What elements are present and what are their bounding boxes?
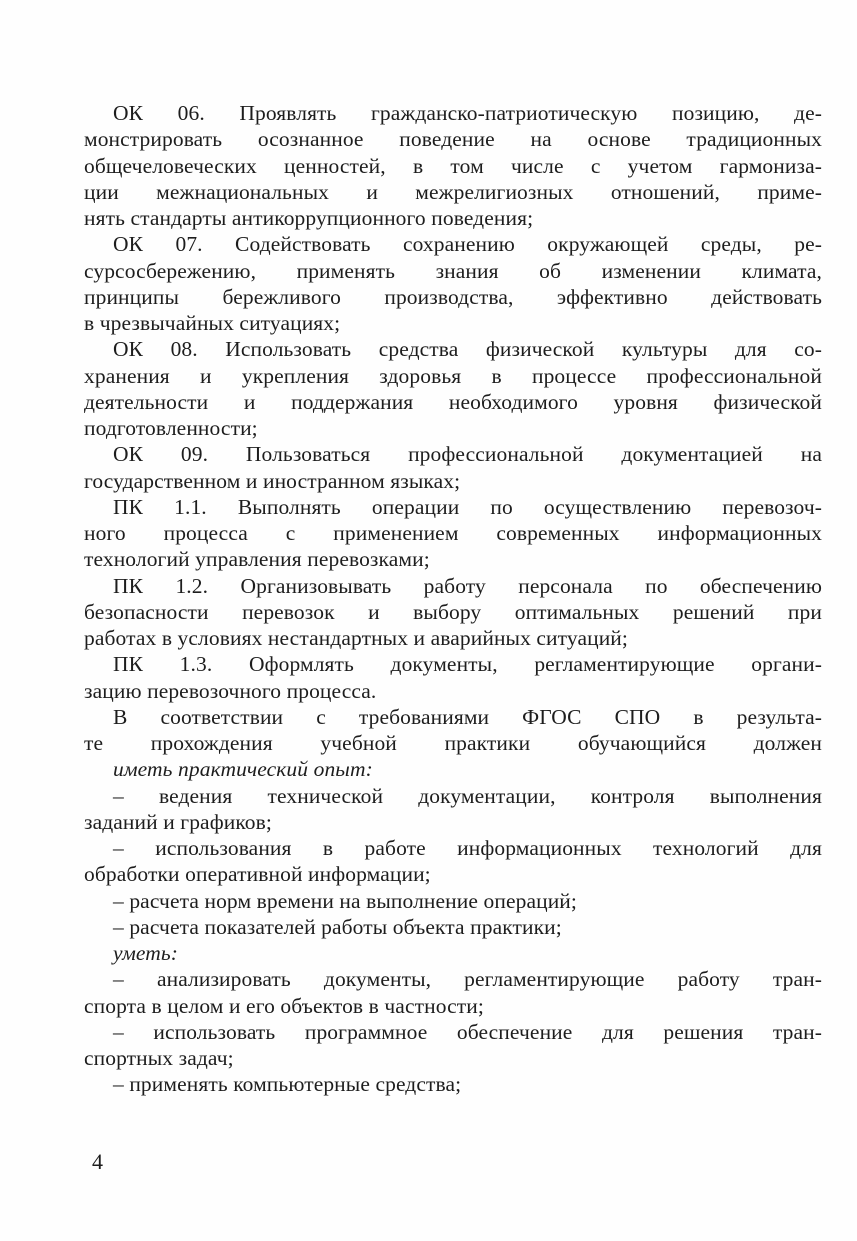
paragraph [84, 1019, 822, 1072]
body-text [84, 100, 822, 1098]
paragraph [84, 756, 822, 782]
text-line: иметь практический опыт: [113, 757, 373, 782]
paragraph [84, 835, 822, 888]
text-line: деятельности и поддержания необходимого уровня физической [84, 389, 822, 414]
paragraph [84, 100, 822, 231]
text-line: – расчета норм времени на выполнение операций; [113, 888, 577, 913]
text-line: нять стандарты антикоррупционного поведения; [84, 206, 534, 230]
text-line: ОК 09. Пользоваться профессиональной документацией на [113, 442, 822, 467]
text-line: подготовленности; [84, 416, 258, 440]
text-line: технологий управления перевозками; [84, 547, 430, 572]
paragraph [84, 783, 822, 836]
text-line: государственном и иностранном языках; [84, 468, 461, 493]
text-line: те прохождения учебной практики обучающийся должен [84, 731, 822, 755]
text-line: ПК 1.2. Организовывать работу персонала по обеспечению [113, 573, 822, 598]
text-line: ОК 07. Содействовать сохранению окружающей среды, ре- [113, 232, 822, 257]
paragraph [84, 914, 822, 940]
text-line: хранения и укрепления здоровья в процессе профессиональной [84, 363, 822, 388]
paragraph [84, 704, 822, 757]
text-line: монстрировать осознанное поведение на основе традиционных [84, 127, 822, 152]
text-line: спорта в целом и его объектов в частности; [84, 993, 484, 1018]
text-line: в чрезвычайных ситуациях; [84, 311, 341, 335]
text-line: ного процесса с применением современных информационных [84, 521, 822, 545]
paragraph [84, 888, 822, 914]
paragraph [84, 1071, 822, 1097]
text-line: обработки оперативной информации; [84, 862, 431, 887]
text-line: заданий и графиков; [84, 809, 272, 834]
text-line: спортных задач; [84, 1046, 234, 1070]
paragraph [84, 336, 822, 441]
text-line: – расчета показателей работы объекта практики; [113, 914, 562, 939]
text-line: ции межнациональных и межрелигиозных отношений, приме- [84, 179, 822, 204]
text-line: – использования в работе информационных технологий для [113, 836, 822, 860]
paragraph [84, 940, 822, 966]
text-line: ПК 1.1. Выполнять операции по осуществлению перевозоч- [113, 494, 822, 519]
text-line: ОК 06. Проявлять гражданско-патриотическую позицию, де- [113, 101, 822, 125]
paragraph [84, 231, 822, 336]
text-line: В соответствии с требованиями ФГОС СПО в результа- [113, 704, 822, 729]
text-line: – использовать программное обеспечение для решения тран- [113, 1019, 822, 1044]
text-line: ОК 08. Использовать средства физической культуры для со- [113, 337, 822, 362]
text-line: ПК 1.3. Оформлять документы, регламентирующие органи- [113, 652, 822, 677]
text-line: работах в условиях нестандартных и аварийных ситуаций; [84, 626, 628, 650]
text-line: безопасности перевозок и выбору оптимальных решений при [84, 599, 822, 624]
paragraph [84, 651, 822, 704]
text-line: – анализировать документы, регламентирующие работу тран- [113, 967, 822, 992]
text-line: зацию перевозочного процесса. [84, 678, 377, 703]
text-line: – применять компьютерные средства; [113, 1072, 462, 1097]
text-line: общечеловеческих ценностей, в том числе с учетом гармониза- [84, 153, 822, 178]
paragraph [84, 573, 822, 652]
text-line: принципы бережливого производства, эффективно действовать [84, 284, 822, 309]
paragraph [84, 494, 822, 573]
paragraph [84, 966, 822, 1019]
text-line: уметь: [113, 941, 179, 965]
text-line: – ведения технической документации, контроля выполнения [113, 783, 822, 808]
paragraph [84, 441, 822, 494]
page-number: 4 [92, 1149, 103, 1174]
text-line: сурсосбережению, применять знания об изменении климата, [84, 258, 822, 283]
